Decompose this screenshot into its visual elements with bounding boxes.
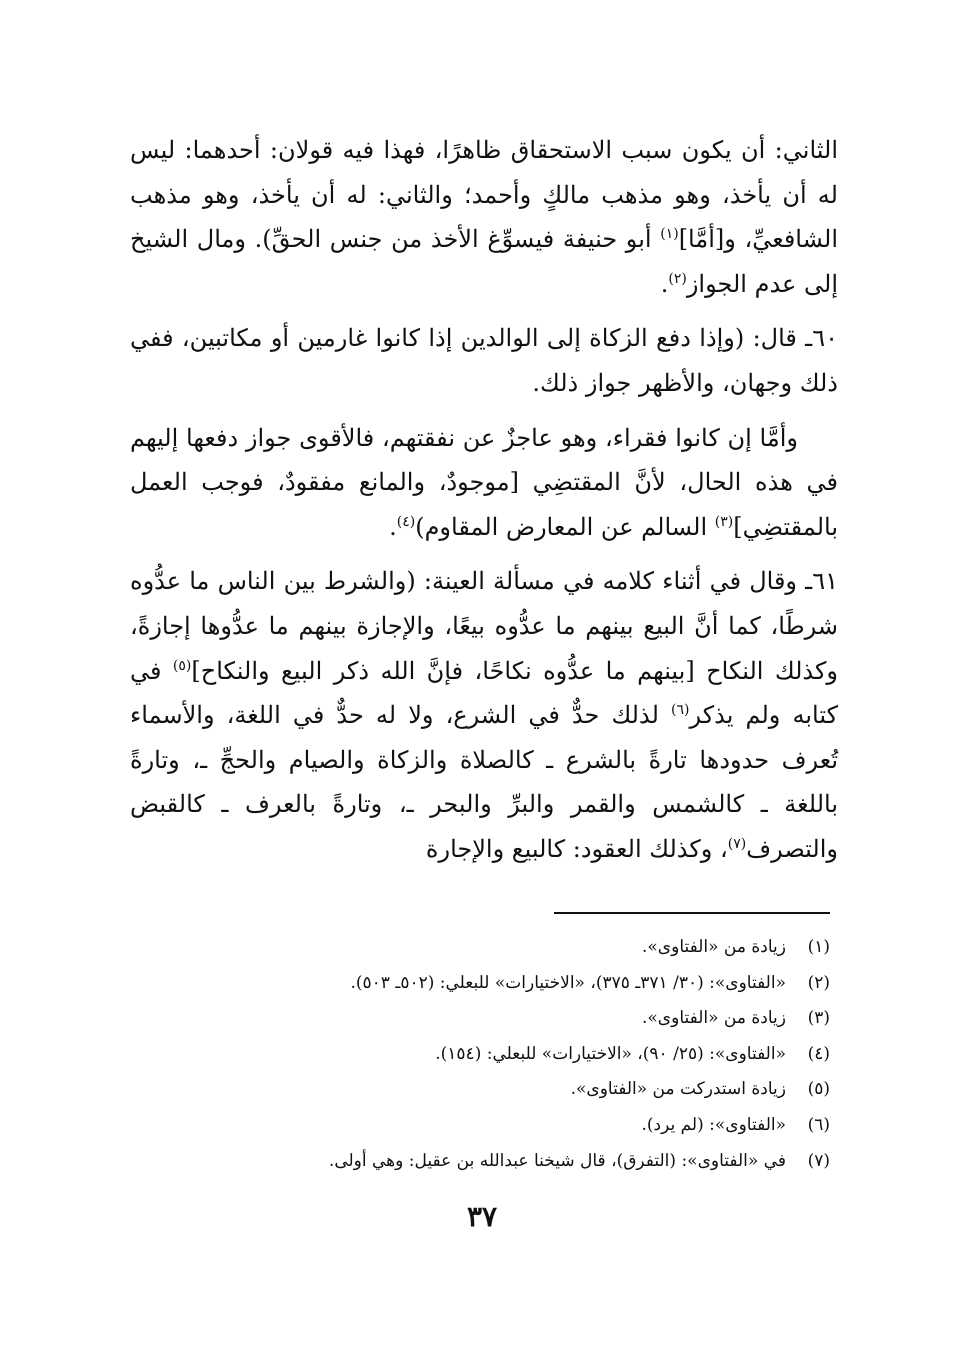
- footnote-marker-6: (٦): [671, 702, 690, 719]
- footnote-item: [130, 966, 830, 1002]
- footnote-text: زيادة استدركت من «الفتاوى».: [570, 1079, 786, 1100]
- footnote-number: (١): [807, 937, 830, 957]
- paragraph-4: [130, 559, 838, 871]
- text-span: في كتابه ولم يذكر: [130, 656, 839, 730]
- footnote-marker-3: (٣): [714, 513, 734, 530]
- footnote-number: (٤): [807, 1043, 830, 1064]
- text-span: الثاني: أن يكون سبب الاستحقاق ظاهرًا، فهذا فيه قولان: أحدهما: ليس له أن يأخذ، وهو مذهب مالكٍ وأحمد؛ والثاني: له أن يأخذ، وهو مذهب الشافعيِّ، و[أمَّا]: [130, 136, 838, 254]
- footnote-marker-4: (٤): [396, 513, 416, 530]
- footnote-number: (٣): [807, 1008, 830, 1029]
- footnote-number: (٢): [807, 972, 830, 993]
- footnote-marker-7: (٧): [727, 835, 747, 852]
- main-text: [130, 128, 838, 882]
- text-span: السالم عن المعارض المقاوم): [415, 512, 715, 541]
- footnote-text: «الفتاوى»: (لم يرد).: [641, 1114, 786, 1135]
- text-span: ٦٠ـ قال: (وإذا دفع الزكاة إلى الوالدين إذا كانوا غارمين أو مكاتبين، ففي ذلك وجهان، والأظهر جواز ذلك.: [130, 324, 838, 397]
- text-span: ٦١ـ وقال في أثناء كلامه في مسألة العينة: (والشرط بين الناس ما عدُّوه شرطًا، كما أنَّ البيع بينهم ما عدُّوه بيعًا، والإجازة بينهم ما عدُّوها إجازةً، وكذلك النكاح [بينهم ما عدُّوه نكاحًا، فإنَّ الله ذكر البيع والنكاح]: [130, 567, 838, 685]
- footnote-text: «الفتاوى»: (٢٥/ ٩٠)، «الاختيارات» للبعلي: (١٥٤).: [435, 1043, 786, 1064]
- footnote-text: زيادة من «الفتاوى».: [642, 1008, 786, 1029]
- footnote-number: (٦): [807, 1114, 830, 1135]
- footnote-item: [130, 930, 830, 966]
- paragraph-1: [130, 128, 838, 306]
- paragraph-2: [130, 316, 838, 405]
- footnote-item: [130, 1072, 830, 1108]
- footnote-text: «الفتاوى»: (٣٠/ ٣٧١ـ ٣٧٥)، «الاختيارات» للبعلي: (٥٠٢ـ ٥٠٣).: [350, 972, 786, 993]
- footnote-marker-2: (٢): [668, 270, 687, 287]
- footnote-item: [130, 1001, 830, 1037]
- footnote-marker-5: (٥): [172, 657, 192, 674]
- text-span: .: [660, 269, 669, 298]
- footnote-text: في «الفتاوى»: (التفرق)، قال شيخنا عبدالله بن عقيل: وهي أولى.: [328, 1150, 786, 1171]
- page-number: ٣٧: [466, 1200, 498, 1233]
- footnote-item: [130, 1144, 830, 1180]
- text-span: ، وكذلك العقود: كالبيع والإجارة: [425, 834, 728, 863]
- footnote-marker-1: (١): [660, 226, 679, 243]
- footnote-divider: [554, 912, 830, 914]
- text-span: لذلك حدٌّ في الشرع، ولا له حدٌّ في اللغة، والأسماء تُعرف حدودها تارةً بالشرع ـ كالصلاة والزكاة والصيام والحجِّ ـ، وتارةً باللغة ـ كالشمس والقمر والبرِّ والبحر ـ، وتارةً بالعرف ـ كالقبض والتصرف: [130, 701, 838, 863]
- footnote-item: [130, 1037, 830, 1073]
- text-span: أبو حنيفة فيسوِّغ الأخذ من جنس الحقِّ). ومال الشيخ إلى عدم الجواز: [130, 225, 838, 298]
- text-span: .: [389, 512, 397, 541]
- paragraph-3: [130, 416, 838, 550]
- text-span: وأمَّا إن كانوا فقراء، وهو عاجزٌ عن نفقتهم، فالأقوى جواز دفعها إليهم في هذه الحال، لأنَّ المقتضِي [موجودٌ، والمانع مفقودٌ، فوجب العمل بالمقتضِي]: [130, 423, 838, 541]
- footnotes-list: [130, 930, 830, 1179]
- footnote-number: (٥): [807, 1079, 830, 1100]
- footnote-text: زيادة من «الفتاوى».: [642, 937, 786, 957]
- footnote-item: [130, 1108, 830, 1144]
- footnote-number: (٧): [807, 1150, 830, 1171]
